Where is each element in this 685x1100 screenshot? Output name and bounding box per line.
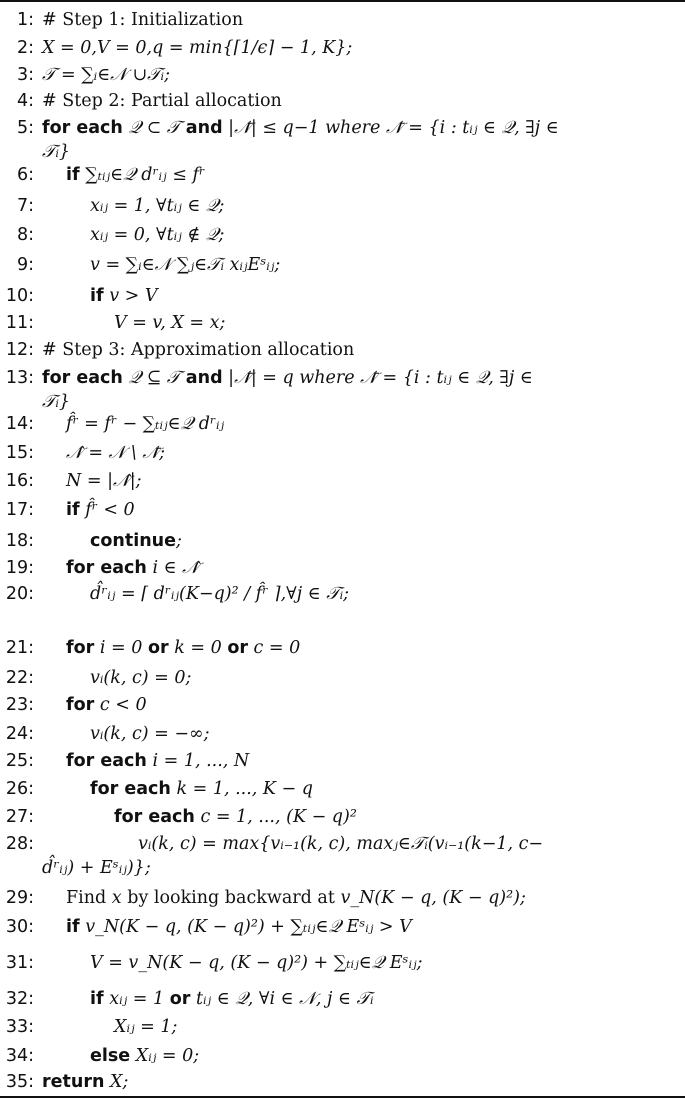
line-content: [42, 339, 354, 361]
math-expression: c < 0: [99, 695, 147, 715]
keyword: for each: [66, 558, 147, 578]
math-expression: |𝒩̄| = q where 𝒩̄ = {i : tᵢⱼ ∈ 𝒬, ∃j ∈: [228, 368, 533, 388]
math-expression: V = v_N(K − q, (K − q)²) + ∑ₜᵢⱼ∈𝒬 Eˢᵢⱼ;: [90, 953, 423, 973]
plain-text: # Step 1: Initialization: [42, 10, 244, 30]
line-number: 15:: [5, 443, 34, 463]
line-number: 18:: [5, 531, 34, 551]
line-content: [66, 442, 165, 464]
line-number: 14:: [5, 414, 34, 434]
line-number: 10:: [5, 286, 34, 306]
math-expression: k = 0: [174, 638, 222, 658]
line-content: [114, 806, 357, 828]
line-content: [66, 916, 412, 938]
keyword: for each: [114, 807, 195, 827]
line-number: 23:: [5, 695, 34, 715]
math-expression: k = 1, ..., K − q: [176, 779, 313, 799]
math-expression: vᵢ(k, c) = 0;: [90, 668, 192, 688]
line-number: 31:: [5, 953, 34, 973]
line-content: [90, 952, 423, 974]
line-number: 5:: [16, 118, 34, 138]
keyword: for each: [66, 751, 147, 771]
line-number: 12:: [5, 340, 34, 360]
math-expression: c = 1, ..., (K − q)²: [200, 807, 357, 827]
line-content: [42, 117, 559, 139]
keyword: if: [90, 286, 104, 306]
line-continuation: d̂ʳᵢⱼ) + Eˢᵢⱼ)};: [42, 858, 151, 878]
keyword: continue: [90, 531, 177, 551]
line-number: 27:: [5, 807, 34, 827]
line-number: 35:: [5, 1072, 34, 1092]
bottom-rule: [0, 1096, 685, 1098]
math-expression: xᵢⱼ = 1: [109, 989, 165, 1009]
line-content: [66, 470, 142, 492]
keyword: for: [66, 695, 95, 715]
line-content: [66, 887, 526, 909]
line-number: 25:: [5, 751, 34, 771]
math-expression: vᵢ(k, c) = −∞;: [90, 724, 210, 744]
keyword: or: [147, 638, 169, 658]
line-number: 34:: [5, 1046, 34, 1066]
line-content: [90, 667, 191, 689]
keyword: and: [185, 118, 223, 138]
line-content: [90, 254, 280, 276]
line-number: 4:: [16, 91, 34, 111]
line-content: [42, 37, 352, 59]
math-expression: f̂ʳ < 0: [85, 500, 135, 520]
keyword: for: [66, 638, 95, 658]
math-expression: |𝒩̄| ≤ q−1 where 𝒩̄ = {i : tᵢⱼ ∈ 𝒬, ∃j ∈: [228, 118, 559, 138]
line-content: [90, 195, 224, 217]
math-expression: c = 0: [253, 638, 301, 658]
line-number: 9:: [16, 255, 34, 275]
keyword: if: [66, 165, 80, 185]
math-expression: 𝒬 ⊂ 𝒯: [128, 118, 181, 138]
line-number: 28:: [5, 834, 34, 854]
line-content: [66, 750, 249, 772]
line-content: [90, 988, 373, 1010]
line-number: 13:: [5, 368, 34, 388]
keyword: return: [42, 1072, 105, 1092]
line-content: [66, 557, 199, 579]
math-expression: ∑ₜᵢⱼ∈𝒬 dʳᵢⱼ ≤ fʳ: [85, 165, 205, 185]
math-expression: Xᵢⱼ = 1;: [114, 1017, 178, 1037]
math-expression: 𝒬 ⊆ 𝒯: [128, 368, 181, 388]
line-number: 29:: [5, 888, 34, 908]
math-expression: Xᵢⱼ = 0;: [135, 1046, 200, 1066]
math-expression: f̂ʳ = fʳ − ∑ₜᵢⱼ∈𝒬 dʳᵢⱼ: [66, 414, 225, 434]
keyword: and: [185, 368, 223, 388]
keyword: if: [66, 917, 80, 937]
top-rule: [0, 0, 685, 2]
plain-text: Find: [66, 888, 107, 908]
line-number: 20:: [5, 584, 34, 604]
plain-text: # Step 3: Approximation allocation: [42, 340, 355, 360]
math-expression: N = |𝒩̂|;: [66, 471, 142, 491]
plain-text: # Step 2: Partial allocation: [42, 91, 282, 111]
line-content: [42, 1071, 128, 1093]
line-number: 26:: [5, 779, 34, 799]
line-number: 17:: [5, 500, 34, 520]
line-content: [42, 9, 243, 31]
line-content: [90, 530, 182, 552]
line-content: [66, 637, 300, 659]
keyword: for each: [90, 779, 171, 799]
math-expression: 𝒩̂ = 𝒩 \ 𝒩̄;: [66, 443, 166, 463]
math-expression: xᵢⱼ = 1, ∀tᵢⱼ ∈ 𝒬;: [90, 196, 225, 216]
line-number: 3:: [16, 65, 34, 85]
line-number: 24:: [5, 724, 34, 744]
line-number: 16:: [5, 471, 34, 491]
line-number: 22:: [5, 668, 34, 688]
line-content: [42, 90, 282, 112]
line-content: [114, 312, 225, 334]
plain-text: by looking backward at: [127, 888, 335, 908]
line-continuation: 𝒯ᵢ}: [42, 142, 71, 162]
math-expression: i ∈ 𝒩̂: [152, 558, 199, 578]
math-expression: vᵢ(k, c) = max{vᵢ₋₁(k, c), maxⱼ∈𝒯ᵢ(vᵢ₋₁(k−1, c−: [138, 834, 544, 854]
keyword: for each: [42, 368, 123, 388]
keyword: or: [169, 989, 191, 1009]
keyword: for each: [42, 118, 123, 138]
line-content: [114, 1016, 177, 1038]
math-expression: i = 1, ..., N: [152, 751, 250, 771]
math-expression: d̂ʳᵢⱼ = ⌈ dʳᵢⱼ(K−q)² / f̂ʳ ⌉,∀j ∈ 𝒯ᵢ;: [90, 584, 350, 604]
line-content: [66, 164, 205, 186]
line-content: [42, 64, 170, 86]
math-expression: 𝒯 = ∑ᵢ∈𝒩 ∪𝒯ᵢ;: [42, 65, 170, 85]
line-content: [138, 833, 543, 855]
math-expression: x: [111, 888, 122, 908]
line-number: 1:: [16, 10, 34, 30]
keyword: if: [90, 989, 104, 1009]
line-number: 8:: [16, 225, 34, 245]
math-expression: V = v, X = x;: [114, 313, 226, 333]
line-number: 30:: [5, 917, 34, 937]
line-number: 21:: [5, 638, 34, 658]
line-number: 19:: [5, 558, 34, 578]
line-content: [90, 285, 158, 307]
line-number: 11:: [5, 313, 34, 333]
keyword: else: [90, 1046, 131, 1066]
math-expression: ;: [176, 531, 182, 551]
keyword: or: [227, 638, 248, 658]
math-expression: X;: [110, 1072, 129, 1092]
line-number: 7:: [16, 196, 34, 216]
line-content: [42, 367, 533, 389]
math-expression: v = ∑ᵢ∈𝒩 ∑ⱼ∈𝒯ᵢ xᵢⱼEˢᵢⱼ;: [90, 255, 281, 275]
line-content: [90, 778, 313, 800]
line-content: [66, 413, 224, 435]
math-expression: xᵢⱼ = 0, ∀tᵢⱼ ∉ 𝒬;: [90, 225, 225, 245]
keyword: if: [66, 500, 80, 520]
math-expression: v_N(K − q, (K − q)²);: [340, 888, 526, 908]
line-number: 2:: [16, 38, 34, 58]
line-number: 32:: [5, 989, 34, 1009]
math-expression: v > V: [109, 286, 158, 306]
math-expression: X = 0,V = 0,q = min{⌈1/ϵ⌉ − 1, K};: [42, 38, 353, 58]
math-expression: i = 0: [99, 638, 143, 658]
line-content: [66, 499, 135, 521]
line-continuation: 𝒯ᵢ}: [42, 392, 71, 412]
line-content: [90, 224, 224, 246]
line-content: [66, 694, 147, 716]
line-content: [90, 1045, 199, 1067]
line-number: 33:: [5, 1017, 34, 1037]
line-content: [90, 583, 349, 605]
math-expression: tᵢⱼ ∈ 𝒬, ∀i ∈ 𝒩, j ∈ 𝒯ᵢ: [195, 989, 374, 1009]
math-expression: v_N(K − q, (K − q)²) + ∑ₜᵢⱼ∈𝒬 Eˢᵢⱼ > V: [85, 917, 412, 937]
line-number: 6:: [16, 165, 34, 185]
line-content: [90, 723, 210, 745]
